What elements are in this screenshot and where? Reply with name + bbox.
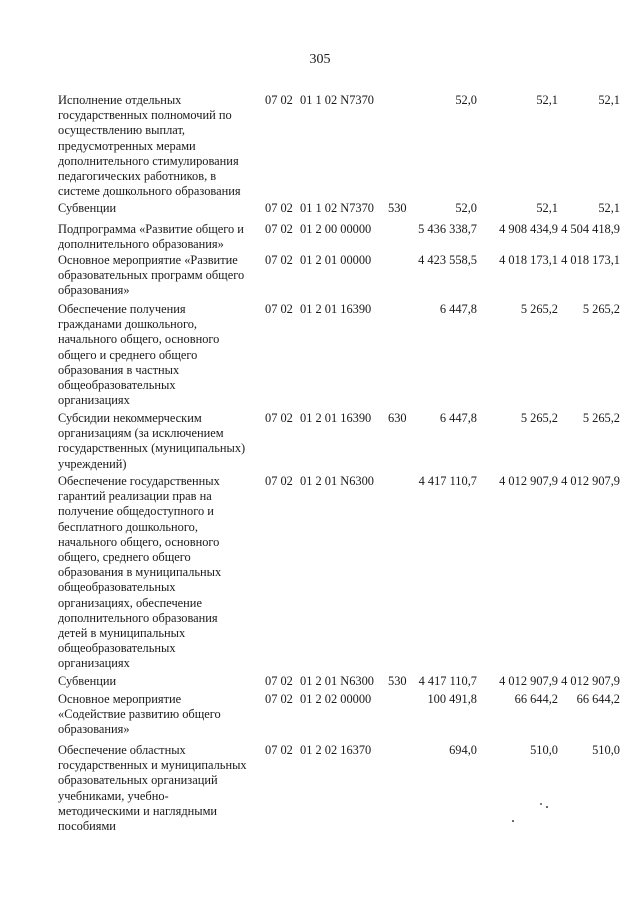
row-value-year-1: 6 447,8 <box>439 302 477 316</box>
row-name: Обеспечение областных государственных и муниципальных образовательных организаций учебниками, учебно- методическими и наглядными пособиями <box>58 743 247 834</box>
row-target-code: 01 1 02 N7370 <box>300 93 374 107</box>
row-value-year-2: 510,0 <box>530 743 558 757</box>
row-section-code: 07 02 <box>265 743 293 757</box>
row-section-code: 07 02 <box>265 93 293 107</box>
row-section-code: 07 02 <box>265 474 293 488</box>
row-value-year-2: 4 012 907,9 <box>499 674 558 688</box>
row-name: Обеспечение получения гражданами дошкольного, начального общего, основного общего и среднего общего образования в частных общеобразовательных организациях <box>58 302 220 408</box>
row-value-year-2: 4 012 907,9 <box>499 474 558 488</box>
row-section-code: 07 02 <box>265 253 293 267</box>
row-value-year-3: 4 012 907,9 <box>561 674 620 688</box>
row-target-code: 01 1 02 N7370 <box>300 201 374 215</box>
row-name: Исполнение отдельных государственных полномочий по осуществлению выплат, предусмотренных мерами дополнительного стимулирования педагогических работников, в системе дошкольного образования <box>58 93 241 199</box>
row-expense-type: 630 <box>388 411 407 425</box>
row-value-year-2: 4 018 173,1 <box>499 253 558 267</box>
row-value-year-2: 4 908 434,9 <box>499 222 558 236</box>
row-target-code: 01 2 01 N6300 <box>300 674 374 688</box>
page-number: 305 <box>309 52 331 67</box>
row-name: Подпрограмма «Развитие общего и дополнительного образования» <box>58 222 244 252</box>
row-value-year-1: 6 447,8 <box>439 411 477 425</box>
row-expense-type: 530 <box>388 201 407 215</box>
row-section-code: 07 02 <box>265 411 293 425</box>
row-section-code: 07 02 <box>265 222 293 236</box>
row-value-year-1: 5 436 338,7 <box>418 222 477 236</box>
row-value-year-2: 52,1 <box>536 201 558 215</box>
row-section-code: 07 02 <box>265 201 293 215</box>
row-expense-type: 530 <box>388 674 407 688</box>
row-name: Субсидии некоммерческим организациям (за исключением государственных (муниципальных) учреждений) <box>58 411 246 471</box>
row-target-code: 01 2 00 00000 <box>300 222 372 236</box>
row-target-code: 01 2 02 16370 <box>300 743 372 757</box>
row-value-year-3: 5 265,2 <box>582 411 620 425</box>
row-value-year-3: 5 265,2 <box>582 302 620 316</box>
row-value-year-3: 4 012 907,9 <box>561 474 620 488</box>
row-value-year-3: 4 018 173,1 <box>561 253 620 267</box>
row-value-year-3: 4 504 418,9 <box>561 222 620 236</box>
row-value-year-1: 4 417 110,7 <box>418 674 477 688</box>
row-value-year-1: 4 423 558,5 <box>418 253 477 267</box>
row-value-year-1: 100 491,8 <box>427 692 477 706</box>
row-value-year-3: 52,1 <box>598 201 620 215</box>
row-value-year-3: 510,0 <box>592 743 620 757</box>
row-value-year-1: 52,0 <box>455 201 477 215</box>
scan-speck <box>512 820 514 822</box>
row-section-code: 07 02 <box>265 692 293 706</box>
row-value-year-2: 5 265,2 <box>520 302 558 316</box>
row-target-code: 01 2 01 00000 <box>300 253 372 267</box>
row-section-code: 07 02 <box>265 302 293 316</box>
row-name: Субвенции <box>58 674 117 688</box>
row-name: Основное мероприятие «Развитие образовательных программ общего образования» <box>58 253 245 298</box>
row-target-code: 01 2 02 00000 <box>300 692 372 706</box>
row-value-year-1: 52,0 <box>455 93 477 107</box>
row-name: Обеспечение государственных гарантий реализации прав на получение общедоступного и бесплатного дошкольного, начального общего, основного общего, среднего общего образования в муниципальных общеобразовательных организациях, обеспечение дополнительного образования детей в муниципальных общеобразовательных организациях <box>58 474 222 671</box>
row-target-code: 01 2 01 16390 <box>300 302 372 316</box>
row-name: Основное мероприятие «Содействие развитию общего образования» <box>58 692 221 737</box>
scan-speck <box>546 806 548 808</box>
row-value-year-2: 66 644,2 <box>514 692 558 706</box>
row-value-year-3: 66 644,2 <box>576 692 620 706</box>
row-target-code: 01 2 01 N6300 <box>300 474 374 488</box>
row-name: Субвенции <box>58 201 117 215</box>
row-value-year-1: 694,0 <box>449 743 477 757</box>
row-value-year-1: 4 417 110,7 <box>418 474 477 488</box>
scan-speck <box>540 803 542 805</box>
row-target-code: 01 2 01 16390 <box>300 411 372 425</box>
row-value-year-2: 52,1 <box>536 93 558 107</box>
row-value-year-3: 52,1 <box>598 93 620 107</box>
row-value-year-2: 5 265,2 <box>520 411 558 425</box>
row-section-code: 07 02 <box>265 674 293 688</box>
